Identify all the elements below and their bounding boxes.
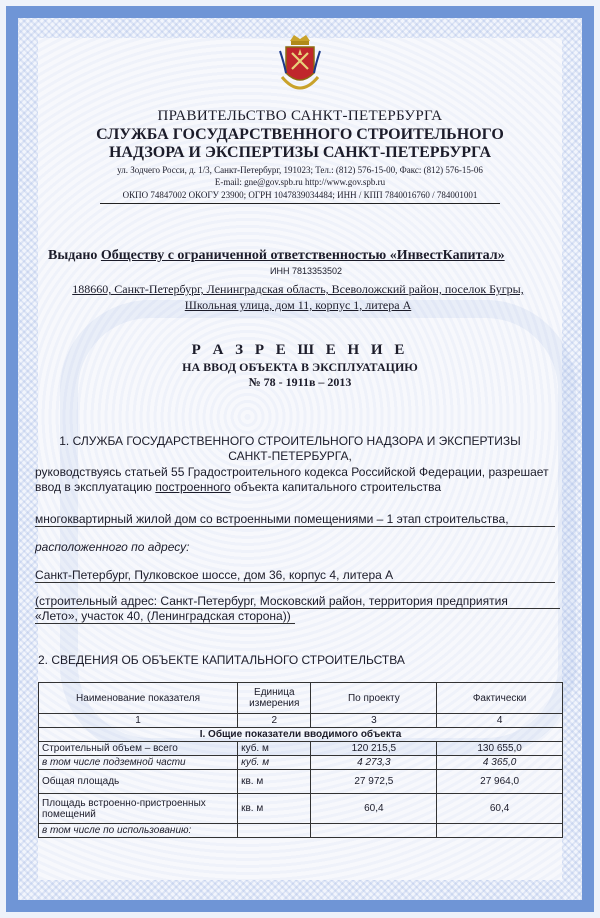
row-unit: куб. м <box>238 756 311 770</box>
section1-text-a: ввод в эксплуатацию <box>35 480 156 494</box>
col-number: 1 <box>39 714 238 728</box>
col-actual-header: Фактически <box>437 683 563 714</box>
section1-text-c: объекта капитального строительства <box>230 480 442 494</box>
group-title: I. Общие показатели вводимого объекта <box>39 728 563 742</box>
build-address-line1: (строительный адрес: Санкт-Петербург, Московский район, территория предприятия <box>35 594 560 609</box>
row-unit: куб. м <box>238 742 311 756</box>
issued-inn: ИНН 7813353502 <box>270 266 343 276</box>
section1-text: руководствуясь статьей 55 Градостроительного кодекса Российской Федерации, разрешает <box>35 465 549 479</box>
service-title-line2: НАДЗОРА И ЭКСПЕРТИЗЫ САНКТ-ПЕТЕРБУРГА <box>108 144 492 161</box>
row-actual <box>437 824 563 838</box>
row-project <box>311 824 437 838</box>
service-codes: ОКПО 74847002 ОКОГУ 23900; ОГРН 1047839034484; ИНН / КПП 7840016760 / 784001001 <box>122 190 478 200</box>
row-project: 120 215,5 <box>311 742 437 756</box>
issued-prefix: Выдано <box>48 248 98 263</box>
section1-text-cont <box>35 480 565 494</box>
issued-organization: Обществу с ограниченной ответственностью «ИнвестКапитал» <box>100 248 505 263</box>
section1-heading-cont: САНКТ-ПЕТЕРБУРГА, <box>228 449 352 463</box>
object-address: Санкт-Петербург, Пулковское шоссе, дом 36, корпус 4, литера А <box>35 568 555 583</box>
permit-number: № 78 - 1911в – 2013 <box>248 375 352 389</box>
object-description: многоквартирный жилой дом со встроенными помещениями – 1 этап строительства, <box>35 512 555 527</box>
group-row <box>39 728 563 742</box>
section1-text-b: построенного <box>155 480 231 494</box>
row-project: 60,4 <box>311 794 437 824</box>
section2-heading: 2. СВЕДЕНИЯ ОБ ОБЪЕКТЕ КАПИТАЛЬНОГО СТРОИТЕЛЬСТВА <box>38 653 405 667</box>
col-number: 4 <box>437 714 563 728</box>
table-header-row <box>39 683 563 714</box>
table-row <box>39 742 563 756</box>
issued-address-line1: 188660, Санкт-Петербург, Ленинградская область, Всеволожский район, поселок Бугры, <box>72 282 524 296</box>
row-actual: 27 964,0 <box>437 770 563 794</box>
service-title-line1: СЛУЖБА ГОСУДАРСТВЕННОГО СТРОИТЕЛЬНОГО <box>96 126 504 143</box>
row-name: Площадь встроенно-пристроенных помещений <box>39 794 238 824</box>
col-name-header: Наименование показателя <box>39 683 238 714</box>
row-unit <box>238 824 311 838</box>
located-label: расположенного по адресу: <box>35 540 190 554</box>
row-unit: кв. м <box>238 794 311 824</box>
section1-heading: 1. СЛУЖБА ГОСУДАРСТВЕННОГО СТРОИТЕЛЬНОГО НАДЗОРА И ЭКСПЕРТИЗЫ <box>59 434 521 448</box>
row-name: Строительный объем – всего <box>39 742 238 756</box>
row-name: в том числе подземной части <box>39 756 238 770</box>
row-actual: 60,4 <box>437 794 563 824</box>
row-actual: 4 365,0 <box>437 756 563 770</box>
indicators-table <box>38 682 563 838</box>
permit-subtitle: НА ВВОД ОБЪЕКТА В ЭКСПЛУАТАЦИЮ <box>182 360 418 374</box>
government-title: ПРАВИТЕЛЬСТВО САНКТ-ПЕТЕРБУРГА <box>157 108 443 124</box>
issued-to <box>48 248 505 264</box>
service-address: ул. Зодчего Росси, д. 1/3, Санкт-Петербург, 191023; Тел.: (812) 576-15-00, Факс: (812) 576-15-06 <box>117 165 483 175</box>
coat-of-arms-icon <box>278 33 322 99</box>
row-name: Общая площадь <box>39 770 238 794</box>
column-number-row <box>39 714 563 728</box>
permit-title: Р А З Р Е Ш Е Н И Е <box>191 342 409 358</box>
row-name: в том числе по использованию: <box>39 824 238 838</box>
col-number: 2 <box>238 714 311 728</box>
row-actual: 130 655,0 <box>437 742 563 756</box>
table-row <box>39 824 563 838</box>
build-address-line2: «Лето», участок 40, (Ленинградская сторона)) <box>35 609 295 624</box>
issued-address-line2: Школьная улица, дом 11, корпус 1, литера А <box>184 298 412 312</box>
row-project: 27 972,5 <box>311 770 437 794</box>
service-title <box>0 126 600 162</box>
col-unit-header: Единица измерения <box>238 683 311 714</box>
table-row <box>39 794 563 824</box>
col-project-header: По проекту <box>311 683 437 714</box>
col-number: 3 <box>311 714 437 728</box>
header-divider <box>100 203 500 204</box>
row-unit: кв. м <box>238 770 311 794</box>
table-row <box>39 756 563 770</box>
table-row <box>39 770 563 794</box>
row-project: 4 273,3 <box>311 756 437 770</box>
service-contacts: E-mail: gne@gov.spb.ru http://www.gov.spb.ru <box>214 177 386 187</box>
